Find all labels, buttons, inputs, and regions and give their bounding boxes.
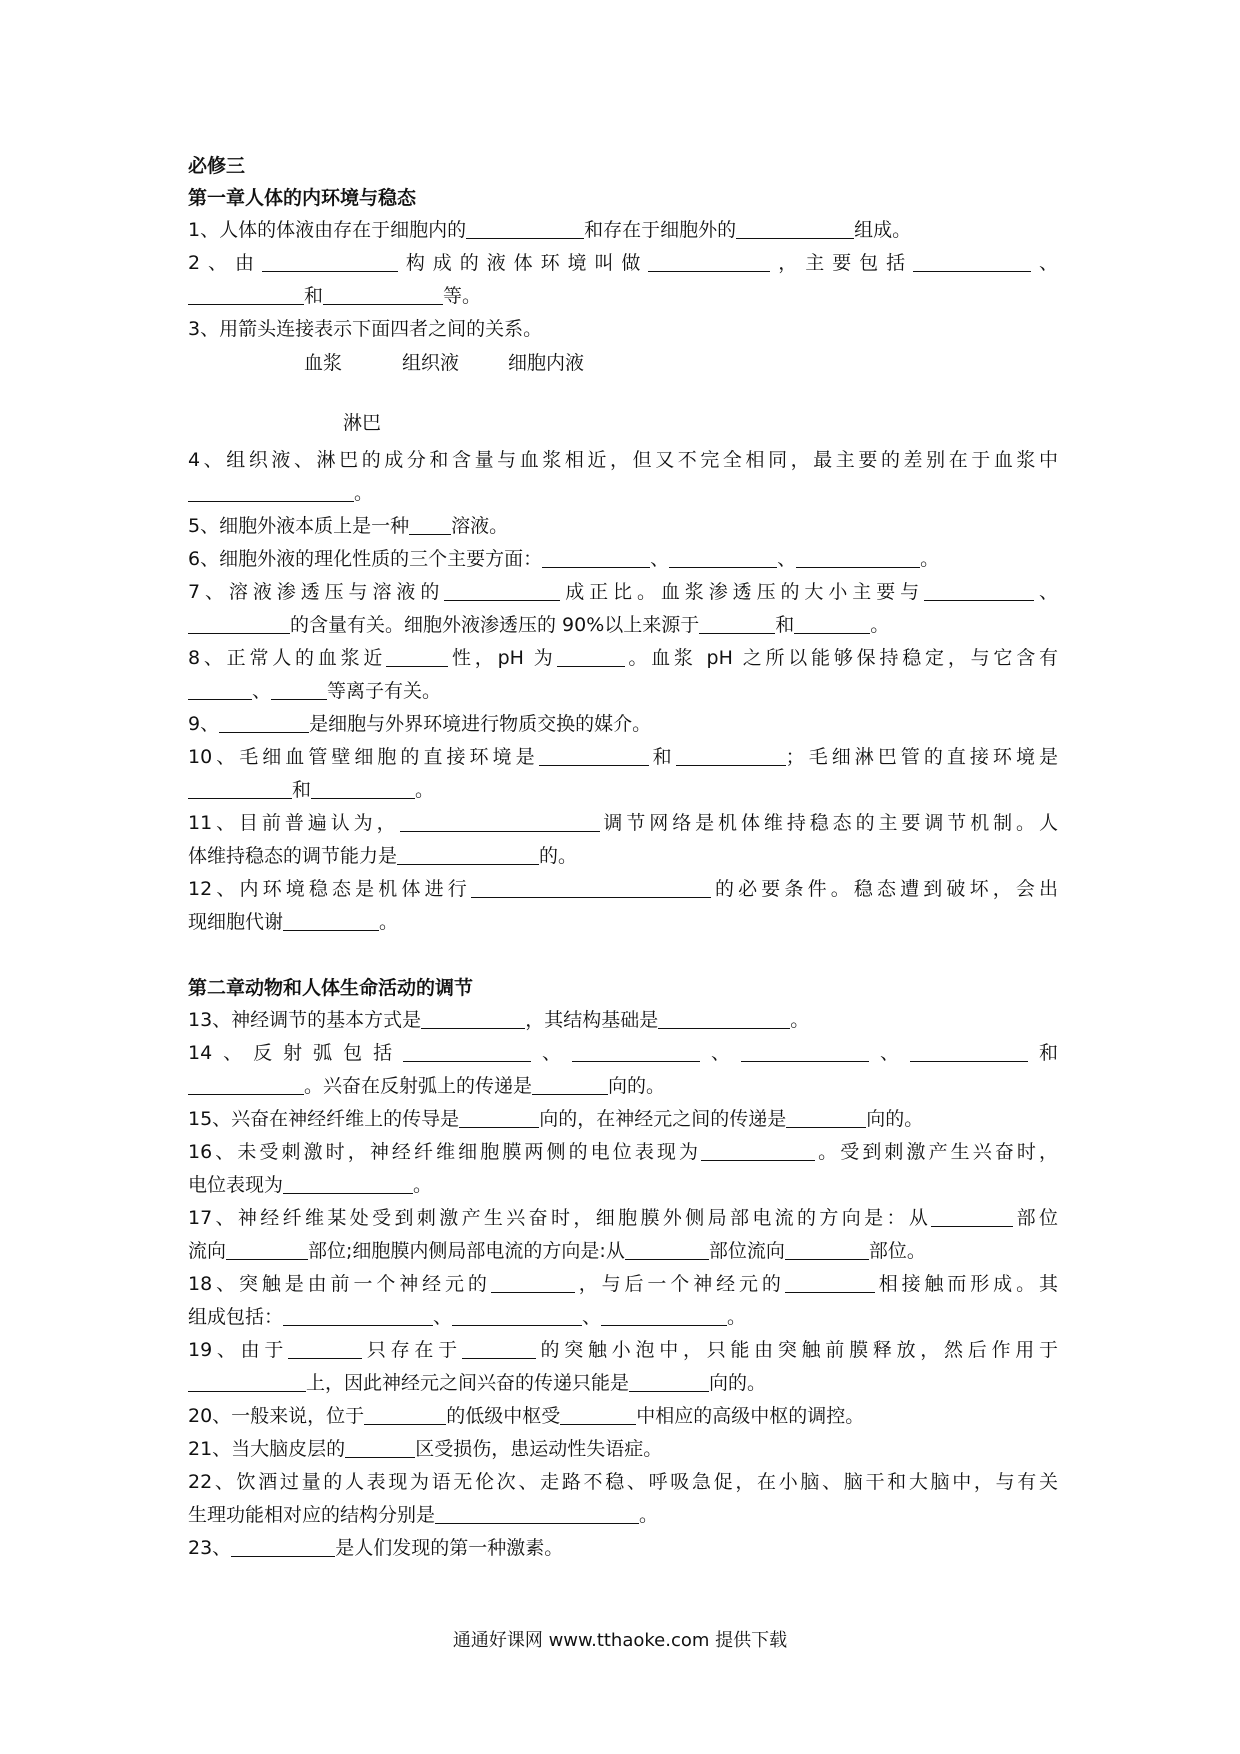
question-23: 23、 是人们发现的第一种激素。	[188, 1537, 564, 1559]
answer-blank[interactable]	[188, 284, 304, 305]
answer-blank[interactable]	[283, 1173, 413, 1194]
answer-blank[interactable]	[924, 580, 1034, 601]
question-19-cont: 上，因此神经元之间兴奋的传递只能是 向的。	[188, 1367, 1058, 1400]
answer-blank[interactable]	[786, 1107, 866, 1128]
answer-blank[interactable]	[491, 1272, 575, 1293]
answer-blank[interactable]	[542, 547, 650, 568]
answer-blank[interactable]	[648, 251, 770, 272]
question-4-cont: 。	[188, 477, 1058, 510]
question-21: 21、当大脑皮层的 区受损伤，患运动性失语症。	[188, 1438, 663, 1460]
question-22: 22、饮酒过量的人表现为语无伦次、走路不稳、呼吸急促，在小脑、脑干和大脑中，与有关	[188, 1471, 1058, 1493]
answer-blank[interactable]	[364, 1404, 446, 1425]
question-10: 10、毛细血管壁细胞的直接环境是 和 ；毛细淋巴管的直接环境是	[188, 746, 1058, 768]
answer-blank[interactable]	[539, 745, 649, 766]
answer-blank[interactable]	[403, 1041, 531, 1062]
answer-blank[interactable]	[188, 481, 354, 502]
answer-blank[interactable]	[283, 910, 379, 931]
answer-blank[interactable]	[345, 1437, 415, 1458]
chapter2-title: 第二章动物和人体生命活动的调节	[188, 977, 474, 999]
question-9: 9、 是细胞与外界环境进行物质交换的媒介。	[188, 713, 652, 735]
answer-blank[interactable]	[699, 613, 775, 634]
answer-blank[interactable]	[669, 547, 777, 568]
footer-credit: 通通好课网 www.tthaoke.com 提供下载	[452, 1630, 788, 1651]
answer-blank[interactable]	[400, 811, 600, 832]
question-16-cont: 电位表现为 。	[188, 1174, 433, 1196]
body-fluid-diagram	[188, 346, 1058, 444]
answer-blank[interactable]	[386, 646, 448, 667]
question-6: 6、细胞外液的理化性质的三个主要方面： 、 、 。	[188, 548, 940, 570]
answer-blank[interactable]	[435, 1503, 639, 1524]
answer-blank[interactable]	[231, 1536, 335, 1557]
question-22-cont: 生理功能相对应的结构分别是 。	[188, 1504, 659, 1526]
answer-blank[interactable]	[188, 1074, 304, 1095]
question-8: 8、正常人的血浆近 性，pH 为 。血浆 pH 之所以能够保持稳定，与它含有	[188, 647, 1058, 669]
question-11: 11、目前普遍认为， 调节网络是机体维持稳态的主要调节机制。人	[188, 812, 1058, 834]
answer-blank[interactable]	[629, 1371, 709, 1392]
answer-blank[interactable]	[796, 547, 920, 568]
answer-blank[interactable]	[560, 1404, 636, 1425]
question-18-cont: 组成包括： 、 、 。	[188, 1306, 747, 1328]
answer-blank[interactable]	[323, 284, 443, 305]
answer-blank[interactable]	[736, 218, 854, 239]
answer-blank[interactable]	[188, 679, 252, 700]
question-3: 3、用箭头连接表示下面四者之间的关系。	[188, 318, 543, 340]
question-5: 5、细胞外液本质上是一种 溶液。	[188, 515, 509, 537]
answer-blank[interactable]	[794, 613, 870, 634]
label-tissue-fluid: 组织液	[402, 352, 460, 374]
answer-blank[interactable]	[311, 778, 415, 799]
question-16: 16、未受刺激时，神经纤维细胞膜两侧的电位表现为 。受到刺激产生兴奋时，	[188, 1141, 1058, 1163]
answer-blank[interactable]	[409, 514, 451, 535]
answer-blank[interactable]	[572, 1041, 700, 1062]
question-7-cont: 的含量有关。细胞外液渗透压的 90%以上来源于 和 。	[188, 609, 1058, 642]
answer-blank[interactable]	[913, 251, 1031, 272]
chapter1-title: 第一章人体的内环境与稳态	[188, 187, 417, 209]
answer-blank[interactable]	[466, 218, 584, 239]
answer-blank[interactable]	[288, 1338, 362, 1359]
answer-blank[interactable]	[557, 646, 625, 667]
question-14-cont: 。兴奋在反射弧上的传递是 向的。	[188, 1070, 1058, 1103]
question-2: 2、由 构成的液体环境叫做 ，主要包括 、	[188, 252, 1058, 274]
question-4: 4、组织液、淋巴的成分和含量与血浆相近，但又不完全相同，最主要的差别在于血浆中	[188, 449, 1058, 471]
answer-blank[interactable]	[188, 613, 290, 634]
answer-blank[interactable]	[188, 1371, 306, 1392]
question-12: 12、内环境稳态是机体进行 的必要条件。稳态遭到破坏，会出	[188, 878, 1058, 900]
answer-blank[interactable]	[471, 877, 711, 898]
answer-blank[interactable]	[188, 778, 292, 799]
answer-blank[interactable]	[701, 1140, 815, 1161]
question-8-cont: 、 等离子有关。	[188, 675, 1058, 708]
answer-blank[interactable]	[658, 1008, 790, 1029]
question-1: 1、人体的体液由存在于细胞内的 和存在于细胞外的 组成。	[188, 219, 912, 241]
question-2-cont: 和 等。	[188, 280, 1058, 313]
question-14: 14、反射弧包括 、 、 、 和	[188, 1042, 1058, 1064]
question-10-cont: 和 。	[188, 774, 1058, 807]
answer-blank[interactable]	[741, 1041, 869, 1062]
answer-blank[interactable]	[397, 844, 539, 865]
answer-blank[interactable]	[421, 1008, 525, 1029]
question-20: 20、一般来说，位于 的低级中枢受 中相应的高级中枢的调控。	[188, 1405, 865, 1427]
question-11-cont: 体维持稳态的调节能力是 的。	[188, 845, 578, 867]
answer-blank[interactable]	[532, 1074, 608, 1095]
answer-blank[interactable]	[910, 1041, 1028, 1062]
question-13: 13、神经调节的基本方式是 ，其结构基础是 。	[188, 1009, 810, 1031]
question-17: 17、神经纤维某处受到刺激产生兴奋时，细胞膜外侧局部电流的方向是：从 部位	[188, 1207, 1058, 1229]
answer-blank[interactable]	[444, 580, 560, 601]
answer-blank[interactable]	[452, 1305, 582, 1326]
label-intracellular-fluid: 细胞内液	[508, 352, 585, 374]
answer-blank[interactable]	[676, 745, 786, 766]
question-12-cont: 现细胞代谢 。	[188, 911, 399, 933]
answer-blank[interactable]	[283, 1305, 433, 1326]
answer-blank[interactable]	[462, 1338, 536, 1359]
question-15: 15、兴奋在神经纤维上的传导是 向的，在神经元之间的传递是 向的。	[188, 1108, 924, 1130]
question-7: 7、溶液渗透压与溶液的 成正比。血浆渗透压的大小主要与 、	[188, 581, 1058, 603]
question-19: 19、由于 只存在于 的突触小泡中，只能由突触前膜释放，然后作用于	[188, 1339, 1058, 1361]
label-plasma: 血浆	[304, 352, 343, 374]
answer-blank[interactable]	[625, 1239, 709, 1260]
question-18: 18、突触是由前一个神经元的 ，与后一个神经元的 相接触而形成。其	[188, 1273, 1058, 1295]
answer-blank[interactable]	[785, 1272, 875, 1293]
worksheet-page	[188, 150, 1058, 1565]
book-title: 必修三	[188, 155, 246, 177]
answer-blank[interactable]	[271, 679, 327, 700]
question-17-cont: 流向 部位;细胞膜内侧局部电流的方向是:从 部位流向 部位。	[188, 1240, 926, 1262]
answer-blank[interactable]	[931, 1206, 1013, 1227]
label-lymph: 淋巴	[343, 412, 382, 434]
answer-blank[interactable]	[226, 1239, 308, 1260]
answer-blank[interactable]	[459, 1107, 539, 1128]
answer-blank[interactable]	[601, 1305, 727, 1326]
answer-blank[interactable]	[262, 251, 398, 272]
answer-blank[interactable]	[785, 1239, 869, 1260]
answer-blank[interactable]	[219, 712, 309, 733]
